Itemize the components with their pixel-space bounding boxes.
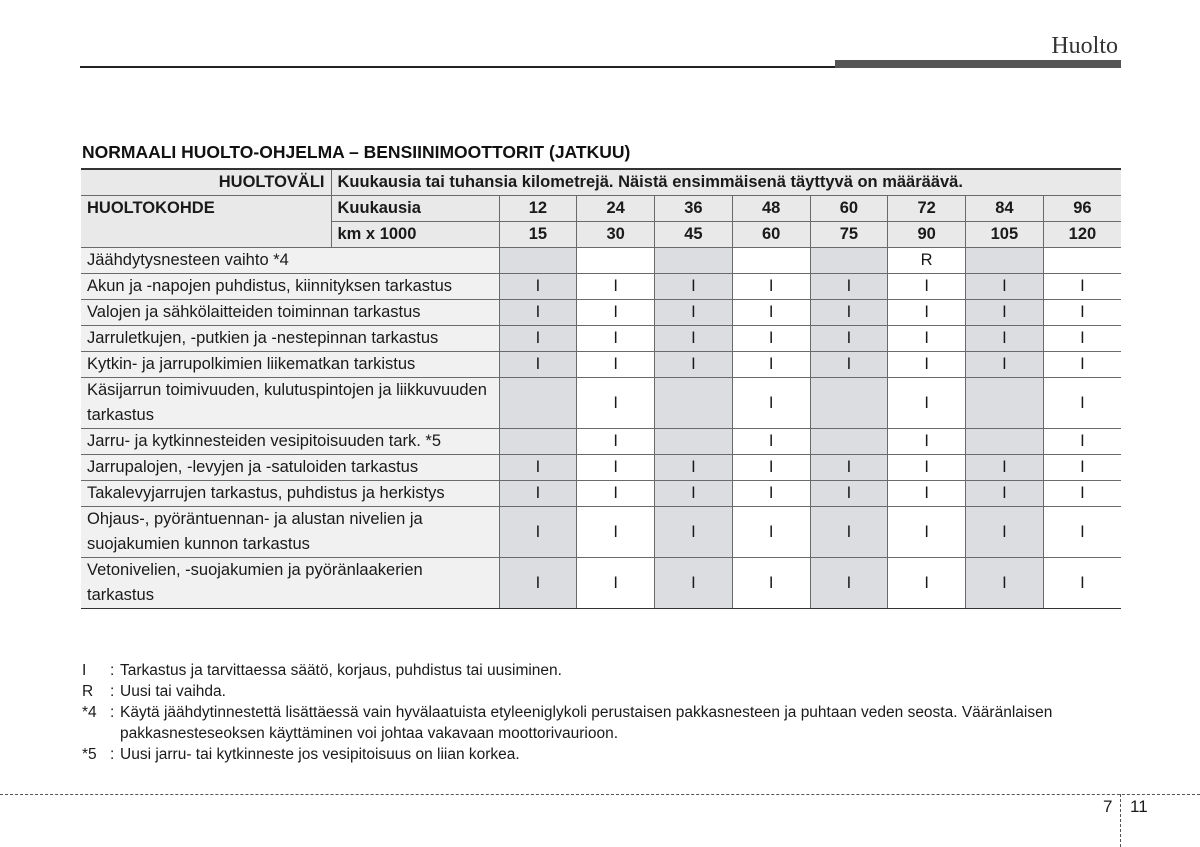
legend-note [82, 681, 1122, 702]
service-mark: I [810, 507, 888, 558]
service-mark: I [499, 326, 577, 352]
service-item-label: Valojen ja sähkölaitteiden toiminnan tarkastus [81, 300, 499, 326]
service-mark: I [577, 300, 655, 326]
legend-note-key: *5 [82, 746, 97, 763]
service-mark: I [499, 481, 577, 507]
service-mark [966, 248, 1044, 274]
service-mark: I [888, 300, 966, 326]
service-mark: I [966, 274, 1044, 300]
legend-note-text: Uusi jarru- tai kytkinneste jos vesipitoisuus on liian korkea. [120, 746, 520, 763]
service-mark: I [1043, 300, 1121, 326]
interval-label: HUOLTOVÄLI [81, 169, 331, 196]
service-mark [577, 248, 655, 274]
service-mark [810, 248, 888, 274]
months-value: 84 [966, 196, 1044, 222]
service-mark: I [577, 326, 655, 352]
schedule-row [81, 326, 1121, 352]
service-mark: I [1043, 326, 1121, 352]
legend-note-text: Tarkastus ja tarvittaessa säätö, korjaus, puhdistus tai uusiminen. [120, 662, 562, 679]
schedule-row [81, 300, 1121, 326]
service-mark: I [655, 352, 733, 378]
legend-note [82, 702, 1122, 744]
service-mark: I [888, 429, 966, 455]
service-mark: I [732, 352, 810, 378]
service-mark: I [732, 558, 810, 609]
legend-note-separator: : [110, 704, 115, 721]
interval-header-row [81, 169, 1121, 196]
schedule-row [81, 352, 1121, 378]
service-mark: I [577, 507, 655, 558]
service-mark: I [655, 558, 733, 609]
service-item-label: Jarrupalojen, -levyjen ja -satuloiden tarkastus [81, 455, 499, 481]
schedule-row [81, 429, 1121, 455]
service-mark: I [499, 455, 577, 481]
service-mark: I [966, 481, 1044, 507]
service-mark: I [655, 507, 733, 558]
km-value: 90 [888, 222, 966, 248]
service-mark [732, 248, 810, 274]
months-value: 36 [655, 196, 733, 222]
service-mark: I [810, 455, 888, 481]
service-mark: I [1043, 455, 1121, 481]
service-item-label: Kytkin- ja jarrupolkimien liikematkan tarkistus [81, 352, 499, 378]
service-mark: I [1043, 429, 1121, 455]
service-mark [499, 429, 577, 455]
schedule-row [81, 274, 1121, 300]
service-mark [499, 378, 577, 429]
service-mark: I [732, 326, 810, 352]
legend-note-separator: : [110, 746, 115, 763]
service-mark: I [655, 326, 733, 352]
service-mark: R [888, 248, 966, 274]
km-value: 120 [1043, 222, 1121, 248]
service-mark [655, 248, 733, 274]
schedule-row [81, 455, 1121, 481]
service-mark: I [1043, 378, 1121, 429]
legend-note-key: I [82, 662, 87, 679]
km-value: 15 [499, 222, 577, 248]
service-mark: I [1043, 352, 1121, 378]
service-mark: I [966, 352, 1044, 378]
service-item-label: Takalevyjarrujen tarkastus, puhdistus ja herkistys [81, 481, 499, 507]
km-value: 105 [966, 222, 1044, 248]
service-mark: I [655, 300, 733, 326]
item-column-label: HUOLTOKOHDE [81, 196, 331, 248]
service-mark: I [966, 558, 1044, 609]
service-mark: I [888, 326, 966, 352]
service-mark: I [499, 507, 577, 558]
km-value: 45 [655, 222, 733, 248]
interval-description: Kuukausia tai tuhansia kilometrejä. Näistä ensimmäisenä täyttyvä on määräävä. [331, 169, 1121, 196]
service-mark: I [577, 352, 655, 378]
service-item-label: Jarru- ja kytkinnesteiden vesipitoisuuden tark. *5 [81, 429, 499, 455]
service-mark: I [966, 507, 1044, 558]
service-mark: I [499, 300, 577, 326]
service-mark: I [1043, 507, 1121, 558]
footer-dashed-rule [0, 794, 1200, 795]
service-mark: I [499, 274, 577, 300]
km-value: 30 [577, 222, 655, 248]
service-mark: I [888, 274, 966, 300]
service-mark: I [1043, 558, 1121, 609]
service-mark: I [732, 481, 810, 507]
months-value: 96 [1043, 196, 1121, 222]
months-value: 60 [810, 196, 888, 222]
legend-note-separator: : [110, 662, 115, 679]
service-mark [655, 429, 733, 455]
legend-note-text: Käytä jäähdytinnestettä lisättäessä vain hyvälaatuista etyleeniglykoli perustaisen pakkasnesteen ja puhtaan veden seosta. Vääränlaisen pakkasnesteseoksen käyttäminen voi johtaa vakavaan moottorivaurioon. [120, 704, 1053, 742]
schedule-row [81, 248, 1121, 274]
service-mark: I [1043, 481, 1121, 507]
service-mark: I [888, 558, 966, 609]
service-mark [810, 378, 888, 429]
service-item-label: Jarruletkujen, -putkien ja -nestepinnan tarkastus [81, 326, 499, 352]
schedule-row [81, 378, 1121, 429]
service-mark: I [810, 274, 888, 300]
service-mark: I [577, 274, 655, 300]
service-mark: I [577, 378, 655, 429]
service-mark: I [888, 378, 966, 429]
service-mark: I [732, 378, 810, 429]
schedule-row [81, 558, 1121, 609]
service-mark: I [655, 455, 733, 481]
months-header-row [81, 196, 1121, 222]
months-value: 24 [577, 196, 655, 222]
service-mark: I [810, 300, 888, 326]
months-value: 12 [499, 196, 577, 222]
legend-note-key: R [82, 683, 94, 700]
service-mark: I [732, 429, 810, 455]
service-mark: I [810, 558, 888, 609]
km-label: km x 1000 [331, 222, 499, 248]
service-mark: I [888, 507, 966, 558]
service-mark: I [810, 481, 888, 507]
service-mark: I [732, 507, 810, 558]
service-item-label: Käsijarrun toimivuuden, kulutuspintojen ja liikkuvuuden tarkastus [81, 378, 499, 429]
service-mark: I [888, 455, 966, 481]
service-mark: I [966, 300, 1044, 326]
service-item-label: Ohjaus-, pyöräntuennan- ja alustan nivelien ja suojakumien kunnon tarkastus [81, 507, 499, 558]
service-mark: I [966, 455, 1044, 481]
km-value: 75 [810, 222, 888, 248]
service-mark: I [655, 481, 733, 507]
header-rule [80, 66, 840, 68]
legend-note-key: *4 [82, 704, 97, 721]
legend-note-separator: : [110, 683, 115, 700]
footer-page-divider [1120, 794, 1121, 847]
service-mark: I [966, 326, 1044, 352]
months-value: 72 [888, 196, 966, 222]
service-item-label: Vetonivelien, -suojakumien ja pyöränlaakerien tarkastus [81, 558, 499, 609]
service-mark: I [1043, 274, 1121, 300]
schedule-row [81, 481, 1121, 507]
service-mark: I [732, 274, 810, 300]
page-number: 11 [1130, 797, 1148, 816]
legend-note [82, 660, 1122, 681]
service-mark: I [499, 352, 577, 378]
chapter-number: 7 [1103, 797, 1113, 816]
service-mark [810, 429, 888, 455]
service-mark: I [810, 352, 888, 378]
service-mark: I [888, 352, 966, 378]
service-mark [499, 248, 577, 274]
header-rule-accent [835, 60, 1121, 68]
maintenance-schedule-table [81, 168, 1121, 609]
schedule-row [81, 507, 1121, 558]
service-mark: I [577, 429, 655, 455]
service-mark: I [732, 300, 810, 326]
service-mark: I [577, 558, 655, 609]
service-mark: I [655, 274, 733, 300]
service-mark [966, 378, 1044, 429]
section-title: NORMAALI HUOLTO-OHJELMA – BENSIINIMOOTTORIT (JATKUU) [82, 142, 631, 162]
service-mark [966, 429, 1044, 455]
legend-note-text: Uusi tai vaihda. [120, 683, 226, 700]
months-value: 48 [732, 196, 810, 222]
legend-notes [82, 660, 1122, 765]
service-item-label: Jäähdytysnesteen vaihto *4 [81, 248, 499, 274]
months-label: Kuukausia [331, 196, 499, 222]
chapter-header-title: Huolto [1051, 33, 1118, 59]
service-item-label: Akun ja -napojen puhdistus, kiinnityksen tarkastus [81, 274, 499, 300]
service-mark: I [810, 326, 888, 352]
legend-note [82, 744, 1122, 765]
service-mark: I [499, 558, 577, 609]
service-mark [655, 378, 733, 429]
service-mark: I [577, 455, 655, 481]
service-mark: I [888, 481, 966, 507]
service-mark: I [577, 481, 655, 507]
service-mark [1043, 248, 1121, 274]
service-mark: I [732, 455, 810, 481]
km-value: 60 [732, 222, 810, 248]
